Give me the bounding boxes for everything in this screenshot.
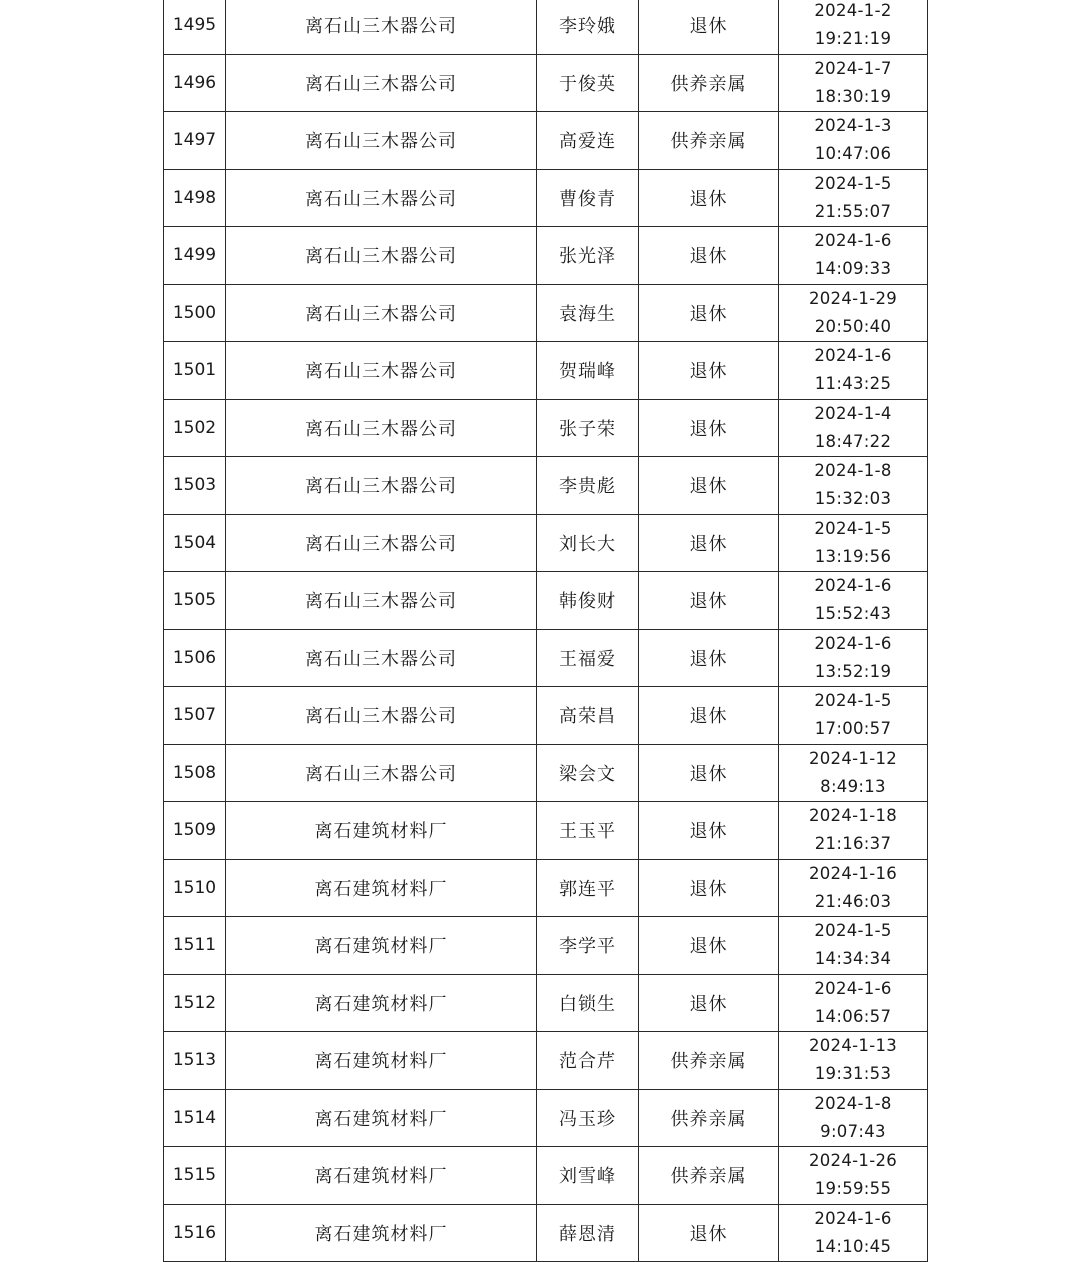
timestamp-time: 14:34:34 — [814, 949, 892, 969]
row-number-cell: 1505 — [164, 572, 226, 630]
timestamp-time: 15:32:03 — [814, 489, 892, 509]
table-row — [164, 1089, 928, 1147]
status-cell: 供养亲属 — [639, 1089, 779, 1147]
table-row — [164, 399, 928, 457]
row-number-cell: 1513 — [164, 1032, 226, 1090]
timestamp-date: 2024-1-8 — [814, 461, 892, 481]
table-row — [164, 0, 928, 54]
status-cell: 退休 — [639, 399, 779, 457]
timestamp-date: 2024-1-5 — [814, 691, 892, 711]
table-row — [164, 1147, 928, 1205]
row-number-cell: 1500 — [164, 284, 226, 342]
status-cell: 退休 — [639, 284, 779, 342]
timestamp-date: 2024-1-5 — [814, 173, 892, 193]
unit-cell: 离石建筑材料厂 — [226, 1204, 537, 1262]
timestamp-time: 11:43:25 — [814, 374, 892, 394]
row-number-cell: 1514 — [164, 1089, 226, 1147]
table-row — [164, 169, 928, 227]
table-row — [164, 227, 928, 285]
timestamp-cell — [779, 284, 928, 342]
status-cell: 供养亲属 — [639, 112, 779, 170]
status-cell: 供养亲属 — [639, 1032, 779, 1090]
name-cell: 张子荣 — [537, 399, 639, 457]
records-table — [163, 0, 928, 1262]
timestamp-cell — [779, 1089, 928, 1147]
row-number-cell: 1501 — [164, 342, 226, 400]
unit-cell: 离石山三木器公司 — [226, 54, 537, 112]
status-cell: 退休 — [639, 572, 779, 630]
name-cell: 刘雪峰 — [537, 1147, 639, 1205]
status-cell: 退休 — [639, 687, 779, 745]
name-cell: 高爱连 — [537, 112, 639, 170]
timestamp-cell — [779, 572, 928, 630]
timestamp-cell — [779, 169, 928, 227]
records-table-body — [164, 0, 928, 1262]
timestamp-date: 2024-1-13 — [808, 1036, 898, 1056]
name-cell: 于俊英 — [537, 54, 639, 112]
timestamp-cell — [779, 342, 928, 400]
timestamp-cell — [779, 1204, 928, 1262]
status-cell: 退休 — [639, 342, 779, 400]
timestamp-cell — [779, 112, 928, 170]
timestamp-cell — [779, 514, 928, 572]
table-row — [164, 342, 928, 400]
name-cell: 袁海生 — [537, 284, 639, 342]
timestamp-date: 2024-1-26 — [808, 1151, 898, 1171]
row-number-cell: 1506 — [164, 629, 226, 687]
name-cell: 张光泽 — [537, 227, 639, 285]
name-cell: 韩俊财 — [537, 572, 639, 630]
timestamp-date: 2024-1-5 — [814, 518, 892, 538]
timestamp-date: 2024-1-6 — [814, 633, 892, 653]
timestamp-cell — [779, 802, 928, 860]
status-cell: 退休 — [639, 0, 779, 54]
timestamp-time: 9:07:43 — [820, 1121, 886, 1141]
table-row — [164, 284, 928, 342]
unit-cell: 离石山三木器公司 — [226, 629, 537, 687]
name-cell: 白锁生 — [537, 974, 639, 1032]
row-number-cell: 1515 — [164, 1147, 226, 1205]
unit-cell: 离石山三木器公司 — [226, 169, 537, 227]
unit-cell: 离石建筑材料厂 — [226, 917, 537, 975]
row-number-cell: 1507 — [164, 687, 226, 745]
timestamp-time: 17:00:57 — [814, 719, 892, 739]
timestamp-date: 2024-1-6 — [814, 978, 892, 998]
status-cell: 退休 — [639, 227, 779, 285]
status-cell: 退休 — [639, 629, 779, 687]
timestamp-cell — [779, 227, 928, 285]
unit-cell: 离石山三木器公司 — [226, 0, 537, 54]
status-cell: 退休 — [639, 1204, 779, 1262]
name-cell: 郭连平 — [537, 859, 639, 917]
unit-cell: 离石建筑材料厂 — [226, 1089, 537, 1147]
timestamp-date: 2024-1-12 — [808, 748, 898, 768]
unit-cell: 离石山三木器公司 — [226, 514, 537, 572]
name-cell: 李玲娥 — [537, 0, 639, 54]
timestamp-date: 2024-1-3 — [814, 116, 892, 136]
timestamp-cell — [779, 399, 928, 457]
timestamp-time: 21:55:07 — [814, 201, 892, 221]
unit-cell: 离石山三木器公司 — [226, 342, 537, 400]
table-row — [164, 687, 928, 745]
timestamp-time: 19:59:55 — [814, 1179, 892, 1199]
name-cell: 冯玉珍 — [537, 1089, 639, 1147]
row-number-cell: 1516 — [164, 1204, 226, 1262]
table-row — [164, 859, 928, 917]
table-row — [164, 457, 928, 515]
status-cell: 退休 — [639, 974, 779, 1032]
table-row — [164, 1032, 928, 1090]
status-cell: 退休 — [639, 917, 779, 975]
status-cell: 退休 — [639, 802, 779, 860]
timestamp-time: 21:16:37 — [814, 834, 892, 854]
unit-cell: 离石山三木器公司 — [226, 572, 537, 630]
timestamp-cell — [779, 54, 928, 112]
unit-cell: 离石山三木器公司 — [226, 227, 537, 285]
timestamp-cell — [779, 859, 928, 917]
timestamp-time: 8:49:13 — [820, 776, 886, 796]
timestamp-cell — [779, 629, 928, 687]
row-number-cell: 1510 — [164, 859, 226, 917]
timestamp-date: 2024-1-4 — [814, 403, 892, 423]
name-cell: 梁会文 — [537, 744, 639, 802]
timestamp-date: 2024-1-5 — [814, 921, 892, 941]
table-row — [164, 629, 928, 687]
row-number-cell: 1503 — [164, 457, 226, 515]
name-cell: 薛恩清 — [537, 1204, 639, 1262]
table-row — [164, 974, 928, 1032]
row-number-cell: 1509 — [164, 802, 226, 860]
unit-cell: 离石建筑材料厂 — [226, 974, 537, 1032]
name-cell: 高荣昌 — [537, 687, 639, 745]
timestamp-time: 14:06:57 — [814, 1006, 892, 1026]
status-cell: 供养亲属 — [639, 1147, 779, 1205]
document-sheet — [163, 0, 927, 1262]
row-number-cell: 1508 — [164, 744, 226, 802]
unit-cell: 离石山三木器公司 — [226, 399, 537, 457]
timestamp-time: 13:19:56 — [814, 546, 892, 566]
row-number-cell: 1512 — [164, 974, 226, 1032]
timestamp-date: 2024-1-6 — [814, 346, 892, 366]
status-cell: 退休 — [639, 169, 779, 227]
table-row — [164, 744, 928, 802]
name-cell: 李学平 — [537, 917, 639, 975]
timestamp-date: 2024-1-29 — [808, 288, 898, 308]
timestamp-cell — [779, 974, 928, 1032]
table-row — [164, 802, 928, 860]
status-cell: 供养亲属 — [639, 54, 779, 112]
timestamp-date: 2024-1-18 — [808, 806, 898, 826]
timestamp-time: 14:10:45 — [814, 1236, 892, 1256]
status-cell: 退休 — [639, 457, 779, 515]
unit-cell: 离石山三木器公司 — [226, 687, 537, 745]
row-number-cell: 1496 — [164, 54, 226, 112]
timestamp-date: 2024-1-6 — [814, 231, 892, 251]
timestamp-time: 15:52:43 — [814, 604, 892, 624]
timestamp-cell — [779, 0, 928, 54]
timestamp-date: 2024-1-8 — [814, 1093, 892, 1113]
row-number-cell: 1504 — [164, 514, 226, 572]
unit-cell: 离石山三木器公司 — [226, 112, 537, 170]
timestamp-time: 14:09:33 — [814, 259, 892, 279]
timestamp-cell — [779, 744, 928, 802]
timestamp-date: 2024-1-6 — [814, 1208, 892, 1228]
timestamp-time: 21:46:03 — [814, 891, 892, 911]
name-cell: 李贵彪 — [537, 457, 639, 515]
table-row — [164, 54, 928, 112]
table-row — [164, 514, 928, 572]
row-number-cell: 1495 — [164, 0, 226, 54]
unit-cell: 离石山三木器公司 — [226, 457, 537, 515]
timestamp-time: 13:52:19 — [814, 661, 892, 681]
row-number-cell: 1511 — [164, 917, 226, 975]
timestamp-time: 20:50:40 — [814, 316, 892, 336]
unit-cell: 离石建筑材料厂 — [226, 859, 537, 917]
table-row — [164, 572, 928, 630]
timestamp-cell — [779, 1032, 928, 1090]
unit-cell: 离石建筑材料厂 — [226, 1147, 537, 1205]
name-cell: 贺瑞峰 — [537, 342, 639, 400]
table-row — [164, 112, 928, 170]
timestamp-cell — [779, 457, 928, 515]
row-number-cell: 1497 — [164, 112, 226, 170]
table-row — [164, 1204, 928, 1262]
row-number-cell: 1498 — [164, 169, 226, 227]
name-cell: 范合芹 — [537, 1032, 639, 1090]
timestamp-time: 18:47:22 — [814, 431, 892, 451]
name-cell: 王福爱 — [537, 629, 639, 687]
name-cell: 王玉平 — [537, 802, 639, 860]
timestamp-time: 18:30:19 — [814, 86, 892, 106]
unit-cell: 离石山三木器公司 — [226, 744, 537, 802]
timestamp-date: 2024-1-6 — [814, 576, 892, 596]
timestamp-time: 19:21:19 — [814, 29, 892, 49]
name-cell: 曹俊青 — [537, 169, 639, 227]
timestamp-date: 2024-1-2 — [814, 1, 892, 21]
table-row — [164, 917, 928, 975]
row-number-cell: 1502 — [164, 399, 226, 457]
timestamp-date: 2024-1-7 — [814, 58, 892, 78]
unit-cell: 离石建筑材料厂 — [226, 1032, 537, 1090]
unit-cell: 离石建筑材料厂 — [226, 802, 537, 860]
timestamp-date: 2024-1-16 — [808, 863, 898, 883]
name-cell: 刘长大 — [537, 514, 639, 572]
status-cell: 退休 — [639, 859, 779, 917]
status-cell: 退休 — [639, 744, 779, 802]
row-number-cell: 1499 — [164, 227, 226, 285]
timestamp-cell — [779, 1147, 928, 1205]
unit-cell: 离石山三木器公司 — [226, 284, 537, 342]
timestamp-time: 19:31:53 — [814, 1064, 892, 1084]
timestamp-cell — [779, 917, 928, 975]
status-cell: 退休 — [639, 514, 779, 572]
timestamp-time: 10:47:06 — [814, 144, 892, 164]
timestamp-cell — [779, 687, 928, 745]
